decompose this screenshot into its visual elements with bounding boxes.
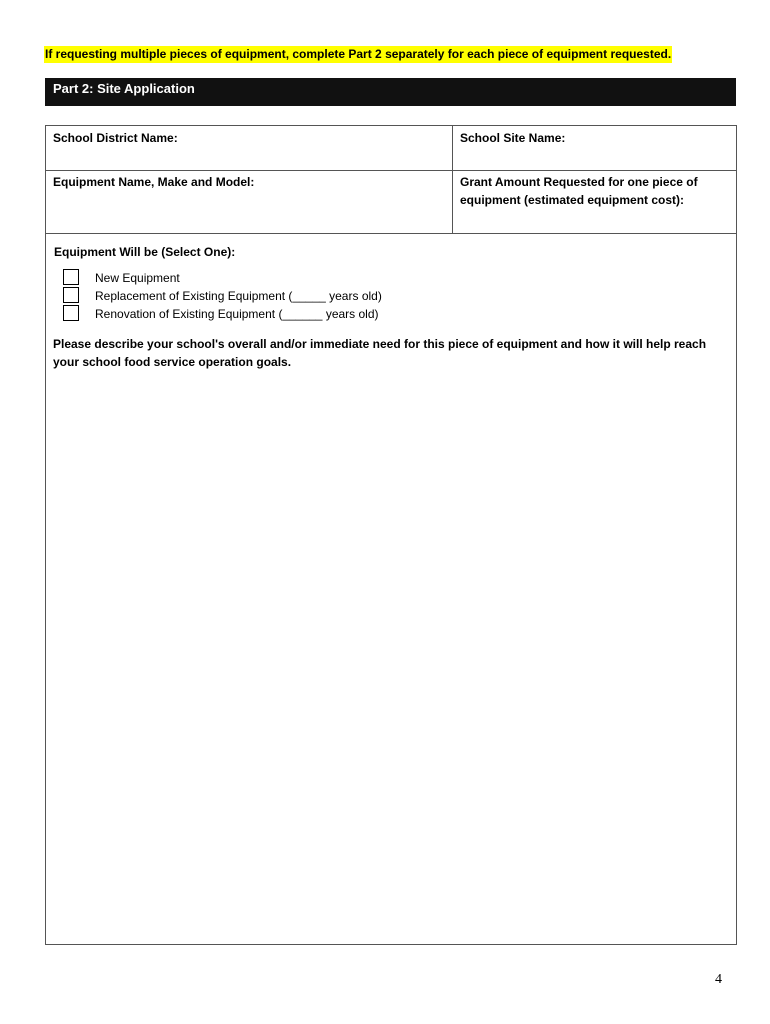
school-district-label: School District Name: [53, 131, 178, 145]
equipment-name-label: Equipment Name, Make and Model: [53, 175, 255, 189]
replacement-label: Replacement of Existing Equipment (_____ years old) [95, 289, 382, 303]
grant-amount-field[interactable] [453, 170, 736, 233]
page-number: 4 [715, 972, 722, 987]
school-site-field[interactable] [453, 126, 736, 170]
school-district-field[interactable] [46, 126, 453, 170]
renovation-label: Renovation of Existing Equipment (______ years old) [95, 307, 379, 321]
replacement-checkbox[interactable] [63, 287, 79, 303]
new-equipment-label: New Equipment [95, 271, 180, 285]
form-row-equipment [46, 170, 736, 234]
new-equipment-checkbox[interactable] [63, 269, 79, 285]
grant-amount-label: Grant Amount Requested for one piece of equipment (estimated equipment cost): [460, 175, 698, 207]
description-prompt: Please describe your school's overall and/or immediate need for this piece of equipment and how it will help reach your school food service operation goals. [53, 337, 707, 369]
form-row-school [46, 126, 736, 171]
renovation-checkbox[interactable] [63, 305, 79, 321]
description-answer-area[interactable] [53, 376, 728, 936]
section-header [45, 78, 736, 106]
section-title: Part 2: Site Application [53, 81, 195, 96]
equipment-type-group [54, 244, 235, 261]
equipment-name-field[interactable] [46, 170, 453, 233]
instruction-highlight: If requesting multiple pieces of equipment, complete Part 2 separately for each piece of equipment requested. [45, 47, 672, 61]
equipment-type-title: Equipment Will be (Select One): [54, 245, 236, 259]
school-site-label: School Site Name: [460, 131, 566, 145]
site-application-form [45, 125, 737, 945]
